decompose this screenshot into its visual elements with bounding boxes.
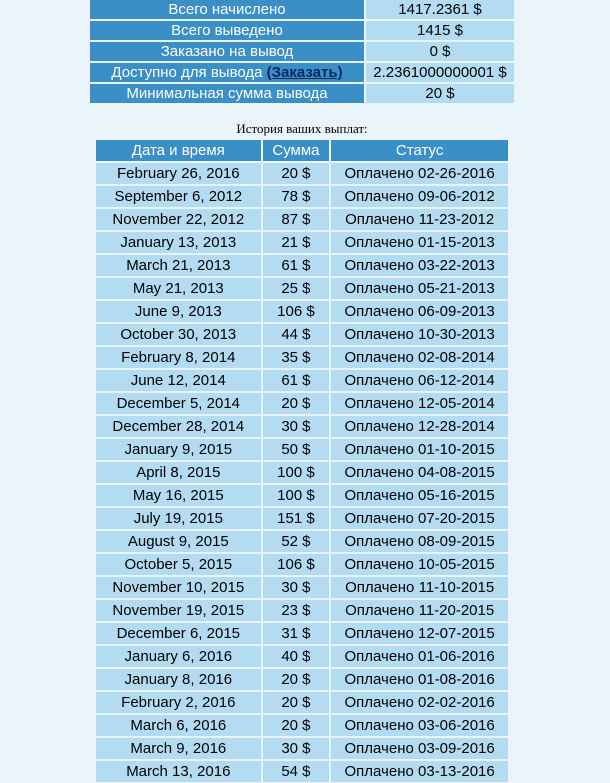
cell-status: Оплачено 01-08-2016 bbox=[331, 669, 508, 690]
summary-row-available bbox=[90, 63, 514, 82]
cell-status: Оплачено 02-08-2014 bbox=[331, 347, 508, 368]
cell-status: Оплачено 06-09-2013 bbox=[331, 301, 508, 322]
table-row bbox=[96, 232, 508, 253]
cell-status: Оплачено 03-06-2016 bbox=[331, 715, 508, 736]
cell-amount: 20 $ bbox=[263, 669, 330, 690]
cell-date: March 13, 2016 bbox=[96, 761, 261, 782]
cell-amount: 50 $ bbox=[263, 439, 330, 460]
cell-date: December 6, 2015 bbox=[96, 623, 261, 644]
cell-amount: 106 $ bbox=[263, 554, 330, 575]
cell-date: February 8, 2014 bbox=[96, 347, 261, 368]
summary-label: Заказано на вывод bbox=[90, 42, 364, 61]
cell-date: November 22, 2012 bbox=[96, 209, 261, 230]
cell-date: April 8, 2015 bbox=[96, 462, 261, 483]
summary-value: 2.2361000000001 $ bbox=[366, 63, 514, 82]
table-row bbox=[96, 554, 508, 575]
cell-status: Оплачено 10-05-2015 bbox=[331, 554, 508, 575]
cell-amount: 87 $ bbox=[263, 209, 330, 230]
cell-status: Оплачено 10-30-2013 bbox=[331, 324, 508, 345]
summary-value: 1415 $ bbox=[366, 21, 514, 40]
table-row bbox=[96, 485, 508, 506]
cell-date: March 6, 2016 bbox=[96, 715, 261, 736]
cell-amount: 23 $ bbox=[263, 600, 330, 621]
cell-status: Оплачено 02-26-2016 bbox=[331, 163, 508, 184]
cell-status: Оплачено 08-09-2015 bbox=[331, 531, 508, 552]
cell-date: March 21, 2013 bbox=[96, 255, 261, 276]
cell-date: November 10, 2015 bbox=[96, 577, 261, 598]
summary-row-minimum bbox=[90, 84, 514, 103]
table-row bbox=[96, 692, 508, 713]
cell-status: Оплачено 01-15-2013 bbox=[331, 232, 508, 253]
cell-amount: 151 $ bbox=[263, 508, 330, 529]
cell-date: October 5, 2015 bbox=[96, 554, 261, 575]
cell-date: December 5, 2014 bbox=[96, 393, 261, 414]
summary-row-total-accrued bbox=[90, 0, 514, 19]
cell-amount: 20 $ bbox=[263, 393, 330, 414]
cell-status: Оплачено 07-20-2015 bbox=[331, 508, 508, 529]
cell-date: March 9, 2016 bbox=[96, 738, 261, 759]
cell-amount: 30 $ bbox=[263, 738, 330, 759]
table-row bbox=[96, 623, 508, 644]
cell-status: Оплачено 11-20-2015 bbox=[331, 600, 508, 621]
cell-status: Оплачено 01-10-2015 bbox=[331, 439, 508, 460]
summary-row-total-withdrawn bbox=[90, 21, 514, 40]
cell-date: January 8, 2016 bbox=[96, 669, 261, 690]
cell-date: June 9, 2013 bbox=[96, 301, 261, 322]
table-row bbox=[96, 577, 508, 598]
cell-amount: 20 $ bbox=[263, 715, 330, 736]
cell-date: July 19, 2015 bbox=[96, 508, 261, 529]
cell-date: December 28, 2014 bbox=[96, 416, 261, 437]
cell-status: Оплачено 04-08-2015 bbox=[331, 462, 508, 483]
cell-date: June 12, 2014 bbox=[96, 370, 261, 391]
cell-status: Оплачено 03-22-2013 bbox=[331, 255, 508, 276]
cell-date: October 30, 2013 bbox=[96, 324, 261, 345]
cell-amount: 100 $ bbox=[263, 462, 330, 483]
table-row bbox=[96, 416, 508, 437]
cell-date: January 6, 2016 bbox=[96, 646, 261, 667]
cell-date: February 2, 2016 bbox=[96, 692, 261, 713]
cell-date: September 6, 2012 bbox=[96, 186, 261, 207]
cell-amount: 40 $ bbox=[263, 646, 330, 667]
payout-history-table bbox=[94, 138, 510, 783]
cell-status: Оплачено 05-16-2015 bbox=[331, 485, 508, 506]
table-row bbox=[96, 163, 508, 184]
cell-amount: 44 $ bbox=[263, 324, 330, 345]
payout-history-caption: История ваших выплат: bbox=[236, 121, 368, 136]
payout-history-body bbox=[96, 163, 508, 782]
column-header-status: Статус bbox=[331, 140, 508, 161]
summary-label: Всего выведено bbox=[90, 21, 364, 40]
cell-status: Оплачено 03-09-2016 bbox=[331, 738, 508, 759]
cell-amount: 21 $ bbox=[263, 232, 330, 253]
table-row bbox=[96, 439, 508, 460]
table-row bbox=[96, 209, 508, 230]
cell-status: Оплачено 12-05-2014 bbox=[331, 393, 508, 414]
cell-amount: 54 $ bbox=[263, 761, 330, 782]
table-row bbox=[96, 669, 508, 690]
table-row bbox=[96, 715, 508, 736]
table-row bbox=[96, 761, 508, 782]
summary-label: Доступно для вывода bbox=[111, 64, 263, 81]
table-row bbox=[96, 301, 508, 322]
table-row bbox=[96, 255, 508, 276]
table-header-row bbox=[96, 140, 508, 161]
table-row bbox=[96, 347, 508, 368]
cell-status: Оплачено 12-28-2014 bbox=[331, 416, 508, 437]
cell-amount: 78 $ bbox=[263, 186, 330, 207]
cell-date: February 26, 2016 bbox=[96, 163, 261, 184]
cell-amount: 25 $ bbox=[263, 278, 330, 299]
cell-amount: 30 $ bbox=[263, 577, 330, 598]
table-row bbox=[96, 370, 508, 391]
cell-amount: 106 $ bbox=[263, 301, 330, 322]
summary-value: 1417.2361 $ bbox=[366, 0, 514, 19]
cell-date: January 13, 2013 bbox=[96, 232, 261, 253]
cell-amount: 52 $ bbox=[263, 531, 330, 552]
cell-amount: 61 $ bbox=[263, 255, 330, 276]
cell-amount: 30 $ bbox=[263, 416, 330, 437]
cell-date: May 16, 2015 bbox=[96, 485, 261, 506]
table-row bbox=[96, 278, 508, 299]
cell-date: November 19, 2015 bbox=[96, 600, 261, 621]
cell-status: Оплачено 02-02-2016 bbox=[331, 692, 508, 713]
cell-date: May 21, 2013 bbox=[96, 278, 261, 299]
cell-amount: 100 $ bbox=[263, 485, 330, 506]
table-row bbox=[96, 462, 508, 483]
summary-label-available bbox=[90, 63, 364, 82]
table-row bbox=[96, 738, 508, 759]
summary-row-ordered-withdrawal bbox=[90, 42, 514, 61]
cell-status: Оплачено 12-07-2015 bbox=[331, 623, 508, 644]
table-row bbox=[96, 646, 508, 667]
cell-date: January 9, 2015 bbox=[96, 439, 261, 460]
cell-status: Оплачено 03-13-2016 bbox=[331, 761, 508, 782]
column-header-date: Дата и время bbox=[96, 140, 261, 161]
table-row bbox=[96, 600, 508, 621]
cell-date: August 9, 2015 bbox=[96, 531, 261, 552]
cell-status: Оплачено 01-06-2016 bbox=[331, 646, 508, 667]
cell-status: Оплачено 09-06-2012 bbox=[331, 186, 508, 207]
summary-label: Минимальная сумма вывода bbox=[90, 84, 364, 103]
table-row bbox=[96, 393, 508, 414]
table-row bbox=[96, 531, 508, 552]
cell-status: Оплачено 05-21-2013 bbox=[331, 278, 508, 299]
table-row bbox=[96, 324, 508, 345]
cell-status: Оплачено 11-10-2015 bbox=[331, 577, 508, 598]
cell-amount: 31 $ bbox=[263, 623, 330, 644]
summary-value: 20 $ bbox=[366, 84, 514, 103]
order-withdrawal-link[interactable]: (Заказать) bbox=[266, 64, 343, 81]
summary-value: 0 $ bbox=[366, 42, 514, 61]
cell-amount: 61 $ bbox=[263, 370, 330, 391]
cell-status: Оплачено 11-23-2012 bbox=[331, 209, 508, 230]
balance-summary-table bbox=[88, 0, 516, 105]
cell-amount: 20 $ bbox=[263, 692, 330, 713]
table-row bbox=[96, 508, 508, 529]
column-header-amount: Сумма bbox=[263, 140, 330, 161]
cell-amount: 35 $ bbox=[263, 347, 330, 368]
summary-label: Всего начислено bbox=[90, 0, 364, 19]
cell-amount: 20 $ bbox=[263, 163, 330, 184]
cell-status: Оплачено 06-12-2014 bbox=[331, 370, 508, 391]
table-row bbox=[96, 186, 508, 207]
